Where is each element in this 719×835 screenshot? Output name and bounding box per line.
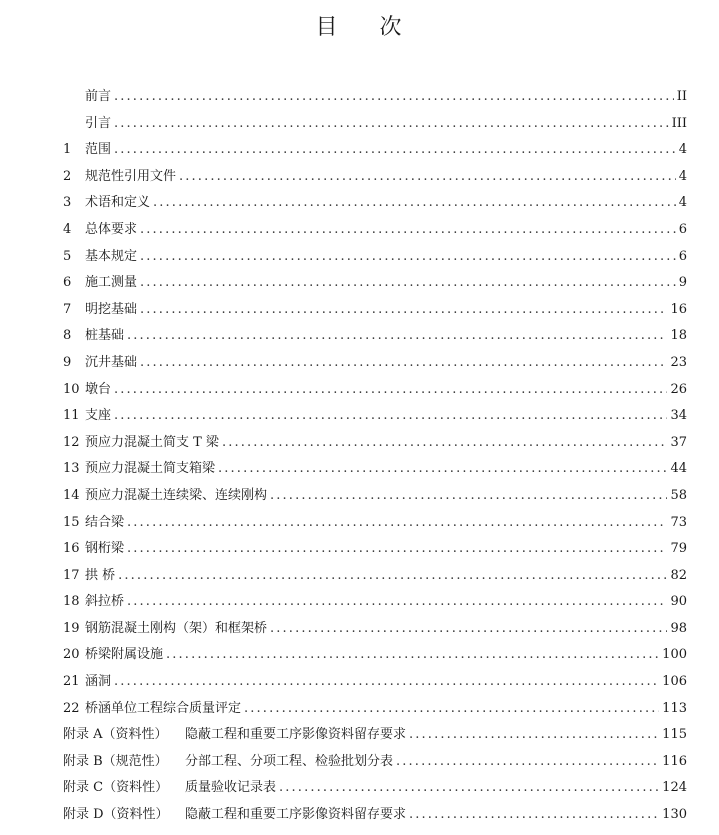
dot-leader [396,749,659,776]
toc-entry-label: 预应力混凝土简支 T 梁 [85,434,219,450]
dot-leader [409,802,659,829]
toc-appendix-number: 附录 C（资料性） [63,780,169,796]
toc-entry-page: 44 [670,461,687,477]
toc-entry[interactable] [63,722,687,749]
toc-entry[interactable] [63,323,687,350]
toc-entry-label: 桥涵单位工程综合质量评定 [85,700,242,716]
toc-entry[interactable] [63,616,687,643]
dot-leader [127,510,667,537]
dot-leader [218,456,667,483]
toc-entry-label: 施工测量 [85,275,138,291]
dot-leader [140,270,676,297]
toc-entry[interactable] [63,430,687,457]
toc-entry[interactable] [63,696,687,723]
toc-entry[interactable] [63,589,687,616]
toc-entry-page: 124 [662,780,687,796]
toc-entry-number: 18 [63,594,80,610]
toc-entry-page: 26 [670,381,687,397]
toc-appendix-number: 附录 D（资料性） [63,807,169,823]
toc-entry[interactable] [63,456,687,483]
toc-entry-label: 拱 桥 [85,567,116,583]
toc-entry-label: 前言 [85,89,112,104]
toc-entry-number: 2 [63,168,72,184]
toc-entry-page: III [671,115,687,131]
dot-leader [114,84,674,111]
toc-entry[interactable] [63,802,687,829]
toc-entry-number: 8 [63,328,72,344]
toc-entry-label: 总体要求 [85,221,138,237]
toc-entry-label: 质量验收记录表 [185,780,277,796]
toc-entry-number: 12 [63,434,80,450]
toc-entry-number: 11 [63,408,80,424]
toc-entry[interactable] [63,164,687,191]
toc-entry-page: 34 [670,408,687,424]
dot-leader [279,775,659,802]
toc-entry-label: 钢筋混凝土刚构（架）和框架桥 [85,620,268,636]
dot-leader [127,589,667,616]
toc-entry-label: 支座 [85,408,112,424]
toc-entry-page: II [676,89,687,104]
toc-entry-number: 16 [63,541,80,557]
toc-entry[interactable] [63,297,687,324]
dot-leader [140,297,667,324]
toc-entry-page: 79 [670,541,687,557]
table-of-contents [63,84,687,829]
toc-entry[interactable] [63,483,687,510]
toc-entry[interactable] [63,749,687,776]
toc-entry-page: 37 [670,434,687,450]
toc-entry-label: 引言 [85,115,112,131]
toc-entry-page: 116 [662,753,687,769]
toc-entry[interactable] [63,190,687,217]
dot-leader [409,722,659,749]
toc-entry[interactable] [63,111,687,138]
toc-entry-label: 沉井基础 [85,354,138,370]
dot-leader [244,696,659,723]
dot-leader [270,483,667,510]
toc-entry-label: 隐蔽工程和重要工序影像资料留存要求 [185,807,407,823]
dot-leader [153,190,676,217]
toc-entry[interactable] [63,217,687,244]
toc-entry[interactable] [63,775,687,802]
toc-appendix-number: 附录 A（资料性） [63,727,168,743]
toc-entry-page: 18 [670,328,687,344]
dot-leader [166,642,659,669]
toc-entry-page: 16 [670,301,687,317]
dot-leader [179,164,676,191]
toc-entry-label: 基本规定 [85,248,138,264]
toc-entry-number: 3 [63,195,72,211]
toc-entry-label: 隐蔽工程和重要工序影像资料留存要求 [185,727,407,743]
dot-leader [114,377,667,404]
dot-leader [222,430,668,457]
toc-entry-page: 106 [662,674,687,690]
toc-entry-page: 90 [670,594,687,610]
toc-entry-number: 19 [63,620,80,636]
toc-entry-label: 结合梁 [85,514,125,530]
title-char-1: 目 [315,15,340,40]
toc-entry[interactable] [63,244,687,271]
toc-entry[interactable] [63,270,687,297]
dot-leader [114,137,676,164]
dot-leader [140,217,676,244]
toc-entry[interactable] [63,536,687,563]
toc-entry-number: 4 [63,221,72,237]
toc-entry-label: 分部工程、分项工程、检验批划分表 [185,753,394,769]
dot-leader [140,244,676,271]
toc-entry-label: 桥梁附属设施 [85,647,164,663]
toc-entry[interactable] [63,377,687,404]
toc-entry-page: 100 [662,647,687,663]
toc-entry-page: 4 [678,142,687,158]
toc-entry-number: 20 [63,647,80,663]
toc-entry-page: 4 [678,195,687,211]
toc-entry-number: 21 [63,674,80,690]
toc-entry-label: 规范性引用文件 [85,168,177,184]
toc-entry-number: 14 [63,487,80,503]
title-char-2: 次 [379,15,404,40]
dot-leader [140,350,667,377]
toc-entry-label: 预应力混凝土连续梁、连续刚构 [85,487,268,503]
toc-entry-page: 6 [678,248,687,264]
dot-leader [127,536,667,563]
toc-entry-page: 82 [670,567,687,583]
toc-entry-label: 涵洞 [85,674,112,690]
toc-entry[interactable] [63,84,687,111]
toc-entry-page: 113 [662,700,687,716]
toc-entry-label: 墩台 [85,381,112,397]
toc-entry-label: 预应力混凝土简支箱梁 [85,461,216,477]
toc-entry-page: 58 [670,487,687,503]
toc-entry-number: 15 [63,514,80,530]
toc-entry[interactable] [63,137,687,164]
toc-entry-label: 桩基础 [85,328,125,344]
toc-entry-number: 1 [63,142,72,158]
toc-entry[interactable] [63,563,687,590]
toc-appendix-number: 附录 B（规范性） [63,753,168,769]
toc-entry-label: 术语和定义 [85,195,151,211]
toc-entry-page: 4 [678,168,687,184]
toc-entry-label: 斜拉桥 [85,594,125,610]
toc-entry-number: 9 [63,354,72,370]
toc-entry-label: 钢桁梁 [85,541,125,557]
toc-entry-number: 5 [63,248,72,264]
dot-leader [114,111,669,138]
dot-leader [114,403,667,430]
toc-entry-number: 13 [63,461,80,477]
toc-entry-page: 23 [670,354,687,370]
dot-leader [114,669,659,696]
dot-leader [127,323,667,350]
toc-entry-number: 10 [63,381,80,397]
toc-entry-page: 73 [670,514,687,530]
toc-entry-page: 6 [678,221,687,237]
toc-entry-page: 115 [662,727,687,743]
toc-entry[interactable] [63,642,687,669]
toc-entry-label: 明挖基础 [85,301,138,317]
toc-entry-number: 22 [63,700,80,716]
toc-entry-number: 6 [63,275,72,291]
toc-entry[interactable] [63,403,687,430]
toc-entry-label: 范围 [85,142,112,158]
toc-entry-page: 130 [662,807,687,823]
toc-entry-number: 17 [63,567,80,583]
toc-entry[interactable] [63,510,687,537]
toc-entry-page: 98 [670,620,687,636]
dot-leader [270,616,667,643]
toc-entry-page: 9 [678,275,687,291]
toc-entry-number: 7 [63,301,72,317]
toc-entry[interactable] [63,350,687,377]
dot-leader [118,563,667,590]
toc-entry[interactable] [63,669,687,696]
page-title [0,10,719,41]
